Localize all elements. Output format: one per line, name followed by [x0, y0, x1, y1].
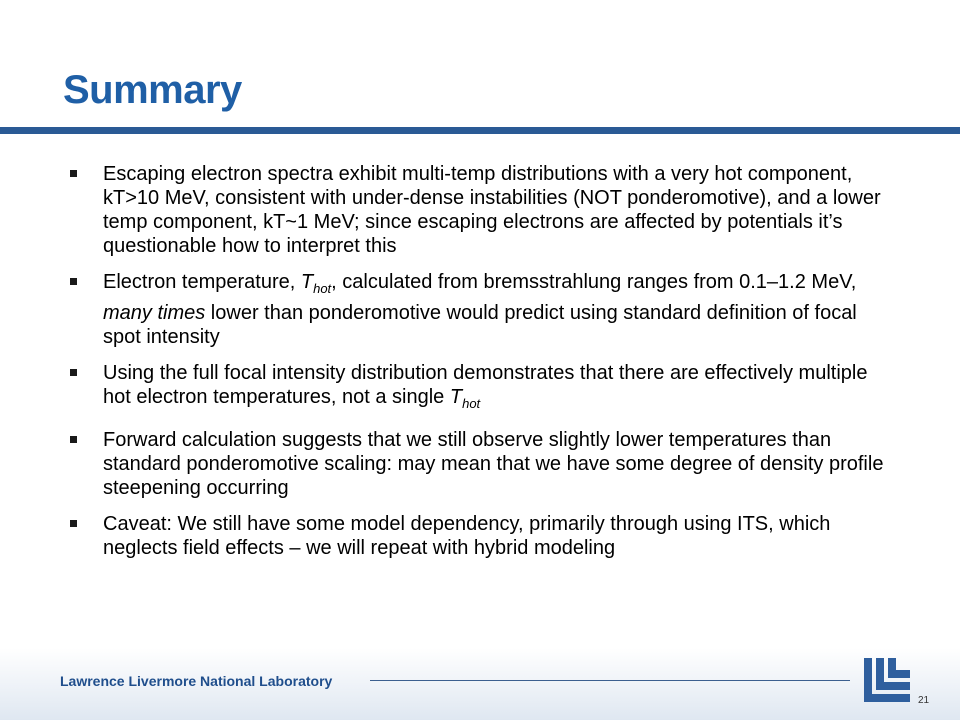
bullet-marker-icon	[70, 369, 77, 376]
bullet-text	[103, 513, 830, 559]
bullet-text-run: many times	[103, 302, 206, 324]
bullet-text-run: , calculated from bremsstrahlung ranges from 0.1–1.2 MeV,	[331, 271, 857, 293]
bullet-marker-icon	[70, 520, 77, 527]
bullet-text-run: lower than ponderomotive would predict using standard definition of focal spot intensity	[103, 302, 857, 348]
footer-lab-name: Lawrence Livermore National Laboratory	[60, 673, 333, 689]
bullet-text	[103, 429, 883, 499]
bullet-item	[70, 428, 900, 500]
bullet-item	[70, 512, 900, 560]
bullet-text-run: Electron temperature,	[103, 271, 301, 293]
bullet-text-run: T	[449, 386, 463, 408]
footer-divider	[370, 680, 850, 681]
bullet-item	[70, 361, 900, 416]
title-divider	[0, 127, 960, 134]
bullet-text	[103, 163, 881, 257]
bullet-text-run: Caveat: We still have some model dependency, primarily through using ITS, which neglects field effects – we will repeat with hybrid modeling	[103, 513, 831, 559]
slide-title: Summary	[63, 68, 242, 112]
bullet-text-run: hot	[313, 281, 332, 296]
bullet-item	[70, 162, 900, 258]
bullet-text	[103, 362, 868, 411]
bullet-marker-icon	[70, 170, 77, 177]
bullet-text	[103, 271, 857, 348]
bullet-text-run: Forward calculation suggests that we still observe slightly lower temperatures than standard ponderomotive scaling: may mean that we have some degree of density profile steepening occurring	[103, 429, 884, 499]
bullet-item	[70, 270, 900, 349]
bullet-marker-icon	[70, 278, 77, 285]
bullet-text-run: Escaping electron spectra exhibit multi-temp distributions with a very hot component, kT>10 MeV, consistent with under-dense instabilities (NOT ponderomotive), and a lower temp component, kT~1 MeV; since escaping electrons are affected by potentials it’s questionable how to interpret this	[103, 163, 881, 257]
page-number: 21	[918, 695, 930, 706]
bullet-text-run: Using the full focal intensity distribution demonstrates that there are effectively multiple hot electron temperatures, not a single	[103, 362, 868, 408]
bullet-list	[70, 162, 900, 572]
bullet-text-run: T	[300, 271, 314, 293]
bullet-text-run: hot	[462, 396, 481, 411]
bullet-marker-icon	[70, 436, 77, 443]
llnl-logo-icon	[862, 656, 912, 706]
